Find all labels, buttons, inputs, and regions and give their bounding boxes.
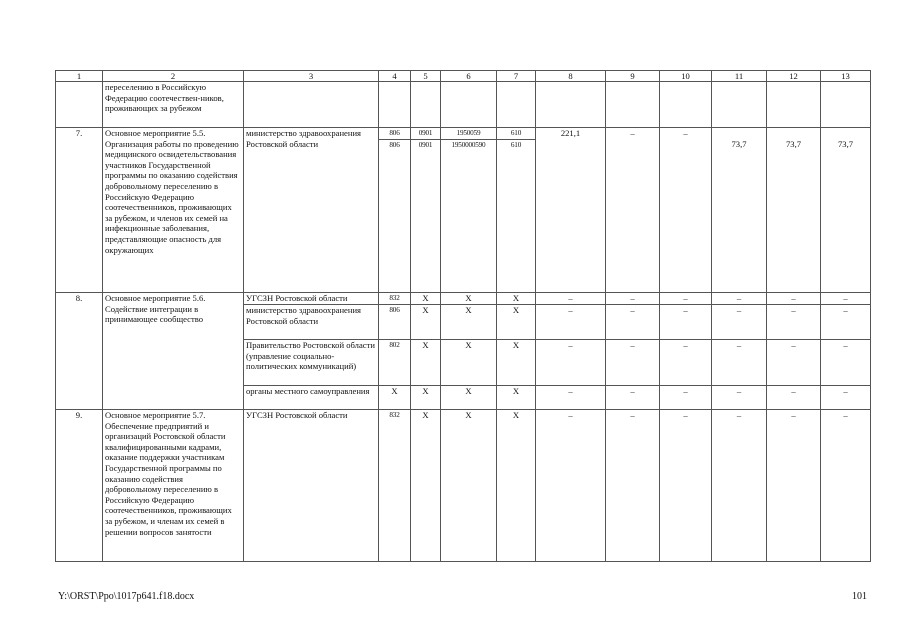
grbs-cell: 832 xyxy=(379,293,411,305)
csr-cell: Х xyxy=(441,386,497,410)
vr-cell: Х xyxy=(497,340,536,386)
vr-cell: Х xyxy=(497,305,536,340)
value-cell: – xyxy=(821,340,871,386)
csr-cell xyxy=(441,128,497,293)
vr-cell: Х xyxy=(497,293,536,305)
value-cell xyxy=(536,82,606,128)
grbs-cell: 832 xyxy=(379,410,411,562)
value-cell: – xyxy=(536,293,606,305)
value-cell: 73,7 xyxy=(712,128,767,293)
value-cell: – xyxy=(712,386,767,410)
grbs-cell: 802 xyxy=(379,340,411,386)
measure-name: переселению в Российскую Федерацию соотечествен-ников, проживающих за рубежом xyxy=(103,82,244,128)
grbs-code: 806 xyxy=(389,129,400,137)
value-cell: – xyxy=(767,386,821,410)
value-cell xyxy=(712,82,767,128)
executor-cell: УГСЗН Ростовской области xyxy=(244,293,379,305)
rzpr-cell xyxy=(411,128,441,293)
value-cell: – xyxy=(767,410,821,562)
col-header: 8 xyxy=(536,71,606,82)
value-cell: – xyxy=(767,293,821,305)
csr-code: 1950000590 xyxy=(441,139,496,151)
measure-name: Основное мероприятие 5.6. Содействие интеграции в принимающее сообщество xyxy=(103,293,244,410)
grbs-cell xyxy=(379,82,411,128)
rzpr-cell: Х xyxy=(411,410,441,562)
rzpr-cell xyxy=(411,82,441,128)
executor-cell: Правительство Ростовской области (управление социально-политических коммуникаций) xyxy=(244,340,379,386)
value-cell: 221,1 xyxy=(536,128,606,293)
value-cell: – xyxy=(821,410,871,562)
col-header: 10 xyxy=(660,71,712,82)
measure-name: Основное мероприятие 5.5. Организация работы по проведению медицинского освидетельствования участников Государственной программы по оказанию содействия добровольному переселению в Российскую Федерацию соотечественников, проживающих за рубежом, и членов их семей на инфекционные заболевания, представляющие опасность для окружающих xyxy=(103,128,244,293)
executor-cell xyxy=(244,82,379,128)
vr-cell xyxy=(497,82,536,128)
value-cell: – xyxy=(660,410,712,562)
grbs-code: 806 xyxy=(379,139,410,151)
value-cell: – xyxy=(712,293,767,305)
header-row xyxy=(56,71,871,82)
rzpr-cell: Х xyxy=(411,305,441,340)
program-table xyxy=(55,70,871,562)
value-cell: – xyxy=(660,386,712,410)
value-cell xyxy=(821,82,871,128)
vr-code: 610 xyxy=(510,129,522,137)
col-header: 9 xyxy=(606,71,660,82)
executor-cell: УГСЗН Ростовской области xyxy=(244,410,379,562)
col-header: 13 xyxy=(821,71,871,82)
row-number xyxy=(56,82,103,128)
file-path: Y:\ORST\Ppo\1017p641.f18.docx xyxy=(58,591,195,602)
csr-cell: Х xyxy=(441,293,497,305)
col-header: 4 xyxy=(379,71,411,82)
executor-cell: министерство здравоохранения Ростовской области xyxy=(244,305,379,340)
value-cell: – xyxy=(536,410,606,562)
row-number: 7. xyxy=(56,128,103,293)
table-row xyxy=(56,410,871,562)
value-cell: 73,7 xyxy=(767,128,821,293)
table-row xyxy=(56,128,871,293)
value-cell: – xyxy=(606,386,660,410)
csr-cell xyxy=(441,82,497,128)
vr-cell: Х xyxy=(497,386,536,410)
measure-name: Основное мероприятие 5.7. Обеспечение предприятий и организаций Ростовской области квалифицированными кадрами, оказание поддержки участникам Государственной программы по оказанию содействия добровольному переселению в Российскую Федерацию соотечественников, проживающих за рубежом, и членам их семей в решении вопросов занятости xyxy=(103,410,244,562)
value-cell: – xyxy=(821,386,871,410)
col-header: 3 xyxy=(244,71,379,82)
value-cell: 73,7 xyxy=(821,128,871,293)
value-cell: – xyxy=(821,305,871,340)
value-cell: – xyxy=(660,293,712,305)
col-header: 1 xyxy=(56,71,103,82)
rzpr-cell: Х xyxy=(411,293,441,305)
value-cell: – xyxy=(767,305,821,340)
col-header: 5 xyxy=(411,71,441,82)
rzpr-code: 0901 xyxy=(411,139,440,151)
value-cell: – xyxy=(606,293,660,305)
value-cell xyxy=(606,82,660,128)
value-cell: – xyxy=(660,128,712,293)
value-cell xyxy=(660,82,712,128)
col-header: 12 xyxy=(767,71,821,82)
value-cell: – xyxy=(606,305,660,340)
row-number: 9. xyxy=(56,410,103,562)
page-number: 101 xyxy=(852,591,867,602)
col-header: 11 xyxy=(712,71,767,82)
value-cell: – xyxy=(660,305,712,340)
rzpr-cell: Х xyxy=(411,340,441,386)
rzpr-cell: Х xyxy=(411,386,441,410)
table-row xyxy=(56,82,871,128)
col-header: 7 xyxy=(497,71,536,82)
csr-cell: Х xyxy=(441,410,497,562)
value-cell: – xyxy=(767,340,821,386)
value-cell: – xyxy=(821,293,871,305)
csr-cell: Х xyxy=(441,305,497,340)
grbs-cell xyxy=(379,128,411,293)
vr-code: 610 xyxy=(497,139,535,151)
value-cell: – xyxy=(536,305,606,340)
vr-cell: Х xyxy=(497,410,536,562)
value-cell: – xyxy=(712,410,767,562)
col-header: 2 xyxy=(103,71,244,82)
csr-code: 1950059 xyxy=(456,129,481,137)
executor-cell: министерство здравоохранения Ростовской области xyxy=(244,128,379,293)
executor-cell: органы местного самоуправления xyxy=(244,386,379,410)
value-cell: – xyxy=(606,340,660,386)
grbs-cell: Х xyxy=(379,386,411,410)
value-cell: – xyxy=(536,340,606,386)
value-cell: – xyxy=(606,410,660,562)
value-cell: – xyxy=(712,340,767,386)
csr-cell: Х xyxy=(441,340,497,386)
value-cell: – xyxy=(712,305,767,340)
value-cell xyxy=(767,82,821,128)
rzpr-code: 0901 xyxy=(418,129,433,137)
value-cell: – xyxy=(606,128,660,293)
grbs-cell: 806 xyxy=(379,305,411,340)
value-cell: – xyxy=(536,386,606,410)
row-number: 8. xyxy=(56,293,103,410)
table-row xyxy=(56,293,871,305)
col-header: 6 xyxy=(441,71,497,82)
value-cell: – xyxy=(660,340,712,386)
vr-cell xyxy=(497,128,536,293)
